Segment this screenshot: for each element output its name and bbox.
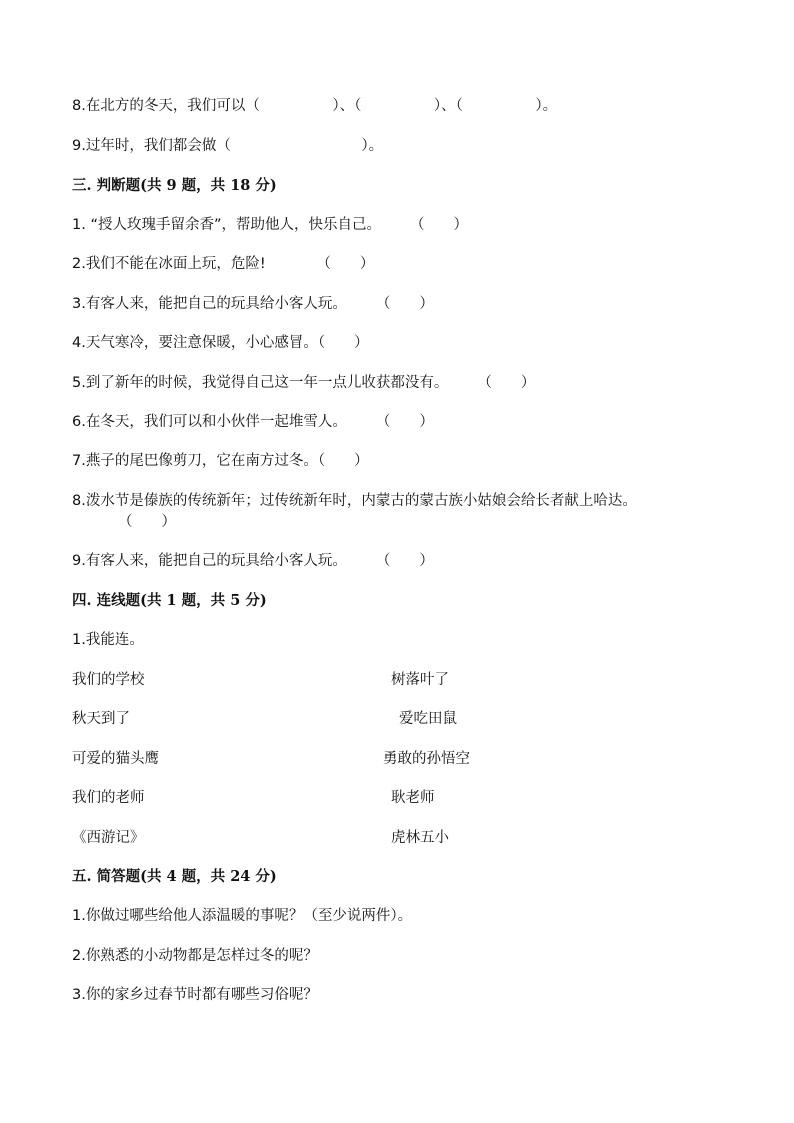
match-right-2: 爱吃田鼠 xyxy=(399,711,457,727)
judge-item-2: 2.我们不能在冰面上玩，危险! （ ） xyxy=(72,256,375,272)
judge-item-6: 6.在冬天，我们可以和小伙伴一起堆雪人。 （ ） xyxy=(72,414,434,430)
match-prompt: 1.我能连。 xyxy=(72,632,144,648)
match-left-5: 《西游记》 xyxy=(72,830,145,846)
match-left-3: 可爱的猫头鹰 xyxy=(72,751,159,767)
match-left-2: 秋天到了 xyxy=(72,711,130,727)
judge-item-8-paren: （ ） xyxy=(118,514,176,530)
match-right-4: 耿老师 xyxy=(391,790,435,806)
judge-item-5: 5.到了新年的时候，我觉得自己这一年一点儿收获都没有。 （ ） xyxy=(72,375,536,391)
match-right-1: 树落叶了 xyxy=(391,672,449,688)
judge-item-8: 8.泼水节是傣族的传统新年；过传统新年时，内蒙古的蒙古族小姑娘会给长者献上哈达。 xyxy=(72,493,637,509)
fill-item-8: 8.在北方的冬天，我们可以（ ）、（ ）、（ ）。 xyxy=(72,98,558,114)
short-item-1: 1.你做过哪些给他人添温暖的事呢？（至少说两件）。 xyxy=(72,908,413,924)
short-item-2: 2.你熟悉的小动物都是怎样过冬的呢？ xyxy=(72,948,318,964)
fill-item-9: 9.过年时，我们都会做（ ）。 xyxy=(72,138,384,154)
judge-item-9: 9.有客人来，能把自己的玩具给小客人玩。 （ ） xyxy=(72,553,434,569)
judge-item-7: 7.燕子的尾巴像剪刀，它在南方过冬。（ ） xyxy=(72,453,369,469)
section-3-title: 三. 判断题(共 9 题，共 18 分) xyxy=(72,177,277,194)
section-4-title: 四. 连线题(共 1 题，共 5 分) xyxy=(72,592,267,609)
short-item-3: 3.你的家乡过春节时都有哪些习俗呢？ xyxy=(72,987,318,1003)
match-right-3: 勇敢的孙悟空 xyxy=(383,751,470,767)
judge-item-4: 4.天气寒冷，要注意保暖，小心感冒。（ ） xyxy=(72,335,369,351)
match-left-4: 我们的老师 xyxy=(72,790,145,806)
judge-item-1: 1. “授人玫瑰手留余香”，帮助他人，快乐自己。 （ ） xyxy=(72,217,468,233)
section-5-title: 五. 简答题(共 4 题，共 24 分) xyxy=(72,868,277,885)
judge-item-3: 3.有客人来，能把自己的玩具给小客人玩。 （ ） xyxy=(72,296,434,312)
match-right-5: 虎林五小 xyxy=(391,830,449,846)
match-left-1: 我们的学校 xyxy=(72,672,145,688)
